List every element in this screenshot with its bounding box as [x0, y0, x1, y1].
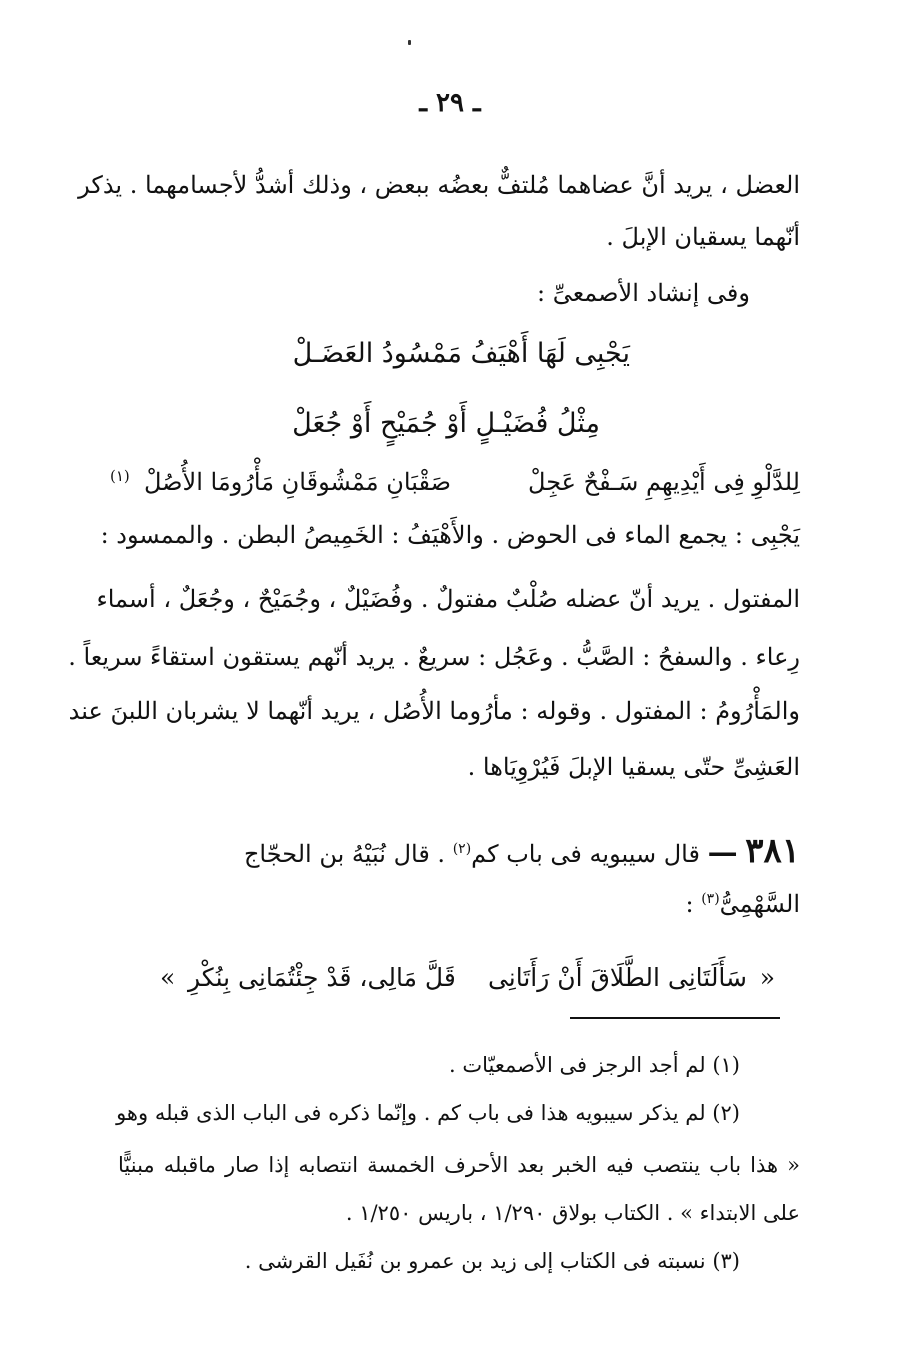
commentary-line: المفتول . يريد أنّ عضله صُلْبٌ مفتولٌ . وفُضَيْلٌ ، وجُمَيْحٌ ، وجُعَلٌ ، أسماء [96, 585, 800, 613]
footnote-marker: (٢) [452, 841, 472, 857]
footnote: (٢) لم يذكر سيبويه هذا فى باب كم . وإنّما ذكره فى الباب الذى قبله وهو [116, 1101, 740, 1125]
verse-hemistich: قَلَّ مَالِى، قَدْ جِئْتُمَانِى بِنُكْرِ [188, 963, 456, 992]
footnote-divider [570, 1017, 780, 1019]
section-dash: — [707, 835, 738, 870]
verse-line: يَجْبِى لَهَا أَهْيَفُ مَمْسُودُ العَضَـلْ [292, 338, 630, 369]
colon: : [685, 890, 694, 918]
page-number: ـ ٢٩ ـ [419, 88, 481, 118]
verse-hemistich: لِلدَّلْوِ فِى أَيْدِيهِمِ سَـفْحٌ عَجِلْ [528, 468, 800, 496]
footnote-continuation: على الابتداء » . الكتاب بولاق ١/٢٩٠ ، باريس ١/٢٥٠ . [345, 1201, 800, 1225]
section-number: ٣٨١ [745, 831, 800, 871]
ink-speck [408, 40, 411, 45]
footnote-marker: (١) [110, 467, 130, 485]
verse-line: مِثْلُ فُضَيْـلٍ أَوْ جُمَيْحٍ أَوْ جُعَلْ [292, 408, 600, 439]
paragraph-line: العضل ، يريد أنَّ عضاهما مُلتفٌّ بعضُه ببعض ، وذلك أشدُّ لأجسامهما . يذكر [78, 171, 800, 199]
footnote: (٣) نسبته فى الكتاب إلى زيد بن عمرو بن نُفَيل القرشى . [244, 1249, 740, 1273]
poet-name: السَّهْمِىُّ [719, 890, 800, 918]
verse-hemistich: صَقْبَانِ مَمْشُوقَانِ مَأْرُومَا الأُصُلْ [144, 468, 451, 496]
footnote-continuation: « هذا باب ينتصب فيه الخبر بعد الأحرف الخمسة انتصابه إذا صار ماقبله مبنيًّا [118, 1153, 800, 1177]
quote-open: « [759, 963, 775, 992]
quote-close: » [160, 963, 176, 992]
footnote: (١) لم أجد الرجز فى الأصمعيّات . [449, 1053, 740, 1077]
commentary-line: رِعاء . والسفحُ : الصَّبُّ . وعَجُل : سريعٌ . يريد أنّهم يستقون استقاءً سريعاً . [68, 643, 800, 671]
section-heading [120, 832, 800, 871]
commentary-line: والمَأْرُومُ : المفتول . وقوله : مأرُوما الأُصُل ، يريد أنّهما لا يشربان اللبنَ عند [68, 697, 800, 725]
section-text: . قال نُبَيْهُ بن الحجّاج [243, 840, 446, 868]
verse-hemistich: سَأَلَتَانِى الطَّلَاقَ أَنْ رَأَتَانِى [487, 963, 747, 992]
section-line [685, 882, 800, 921]
section-text: قال سيبويه فى باب كم [471, 840, 700, 868]
footnote-marker: (٣) [701, 891, 720, 907]
verse-intro: وفى إنشاد الأصمعىِّ : [537, 279, 750, 307]
commentary-line: العَشِىِّ حتّى يسقيا الإبلَ فَيُرْوِيَاها . [467, 753, 800, 781]
paragraph-line: أنّهما يسقيان الإبلَ . [606, 223, 800, 251]
commentary-line: يَجْبِى : يجمع الماء فى الحوض . والأَهْيَفُ : الخَمِيصُ البطن . والممسود : [100, 521, 800, 549]
